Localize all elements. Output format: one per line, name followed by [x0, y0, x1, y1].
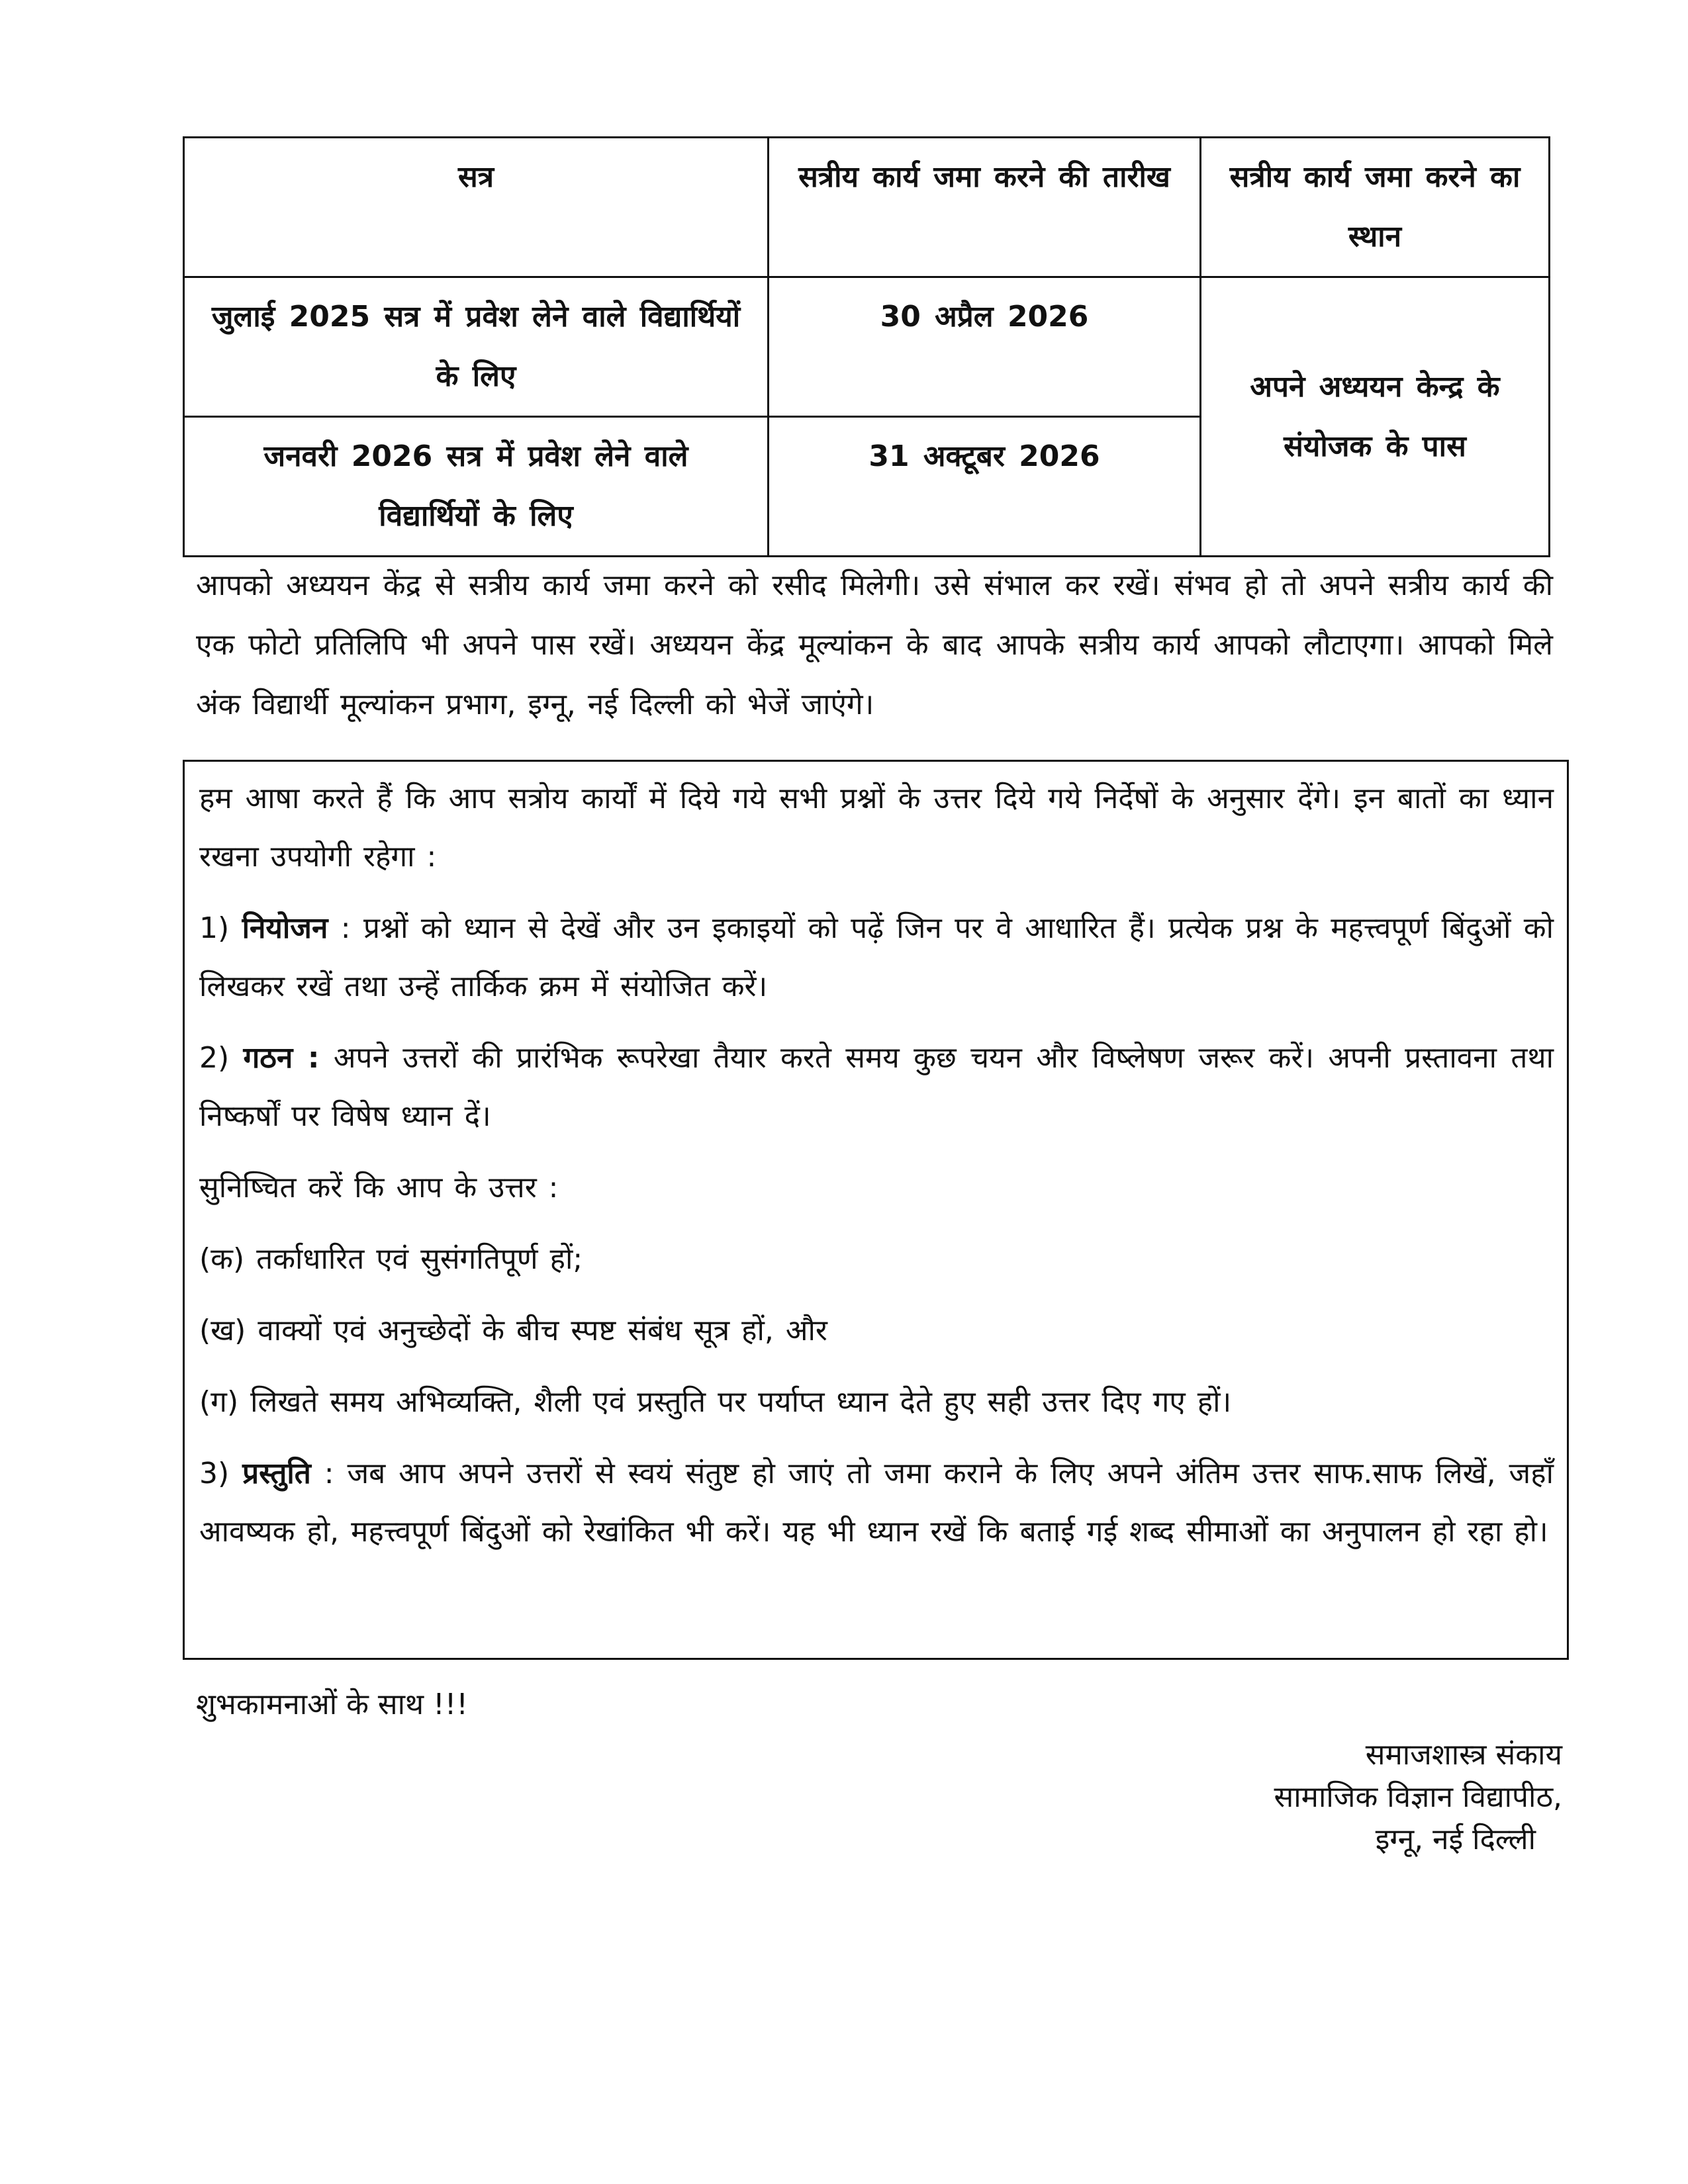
guidance-point-presentation	[199, 1445, 1554, 1561]
header-submission-date: सत्रीय कार्य जमा करने की तारीख	[769, 138, 1201, 277]
assignment-submission-table	[183, 136, 1550, 557]
ensure-intro: सुनिष्चित करें कि आप के उत्तर :	[199, 1171, 559, 1205]
point-number: 2)	[199, 1041, 230, 1075]
ensure-item: (क) तर्काधारित एवं सुसंगतिपूर्ण हों;	[199, 1242, 583, 1276]
guidance-point-structure	[199, 1029, 1554, 1146]
guidance-intro: हम आषा करते हैं कि आप सत्रोय कार्यों में दिये गये सभी प्रश्नों के उत्तर दिये गये निर्देषों के अनुसार देंगे। इन बातों का ध्यान रखना उपयोगी रहेगा :	[199, 782, 1554, 874]
point-text: : प्रश्नों को ध्यान से देखें और उन इकाइयों को पढ़ें जिन पर वे आधारित हैं। प्रत्येक प्रश्न के महत्त्वपूर्ण बिंदुओं को लिखकर रखें तथा उन्हें तार्किक क्रम में संयोजित करें।	[199, 911, 1554, 1003]
signature-school: सामाजिक विज्ञान विद्यापीठ,	[1274, 1780, 1562, 1814]
point-number: 3)	[199, 1457, 230, 1490]
point-title: गठन :	[243, 1041, 320, 1075]
closing-greeting: शुभकामनाओं के साथ !!!	[196, 1688, 469, 1721]
guidance-box	[183, 760, 1569, 1660]
guidance-point-planning	[199, 899, 1554, 1016]
signature-block	[1274, 1734, 1562, 1861]
row-session: जनवरी 2026 सत्र में प्रवेश लेने वाले विद्यार्थियों के लिए	[184, 417, 769, 557]
point-number: 1)	[199, 911, 230, 945]
receipt-paragraph: आपको अध्ययन केंद्र से सत्रीय कार्य जमा करने को रसीद मिलेगी। उसे संभाल कर रखें। संभव हो तो अपने सत्रीय कार्य की एक फोटो प्रतिलिपि भी अपने पास रखें। अध्ययन केंद्र मूल्यांकन के बाद आपके सत्रीय कार्य आपको लौटाएगा। आपको मिले अंक विद्यार्थी मूल्यांकन प्रभाग, इग्नू, नई दिल्ली को भेजें जाएंगे।	[196, 569, 1553, 721]
signature-institution: इग्नू, नई दिल्ली	[1375, 1823, 1536, 1856]
table-header-row	[184, 138, 1550, 277]
row-date: 31 अक्टूबर 2026	[769, 417, 1201, 557]
row-session: जुलाई 2025 सत्र में प्रवेश लेने वाले विद्यार्थियों के लिए	[184, 277, 769, 417]
table-row	[184, 277, 1550, 417]
point-text: अपने उत्तरों की प्रारंभिक रूपरेखा तैयार करते समय कुछ चयन और विष्लेषण जरूर करें। अपनी प्रस्तावना तथा निष्कर्षों पर विषेष ध्यान दें।	[199, 1041, 1554, 1133]
header-submission-place: सत्रीय कार्य जमा करने का स्थान	[1201, 138, 1550, 277]
ensure-item: (ग) लिखते समय अभिव्यक्ति, शैली एवं प्रस्तुति पर पर्याप्त ध्यान देते हुए सही उत्तर दिए गए हों।	[199, 1385, 1232, 1419]
row-date: 30 अप्रैल 2026	[769, 277, 1201, 417]
submission-location: अपने अध्ययन केन्द्र के संयोजक के पास	[1201, 277, 1550, 557]
header-session: सत्र	[184, 138, 769, 277]
point-text: : जब आप अपने उत्तरों से स्वयं संतुष्ट हो जाएं तो जमा कराने के लिए अपने अंतिम उत्तर साफ.साफ लिखें, जहाँ आवष्यक हो, महत्त्वपूर्ण बिंदुओं को रेखांकित भी करें। यह भी ध्यान रखें कि बताई गई शब्द सीमाओं का अनुपालन हो रहा हो।	[199, 1457, 1554, 1549]
point-title: प्रस्तुति	[242, 1457, 311, 1490]
ensure-item: (ख) वाक्यों एवं अनुच्छेदों के बीच स्पष्ट संबंध सूत्र हों, और	[199, 1314, 827, 1347]
signature-faculty: समाजशास्त्र संकाय	[1365, 1738, 1562, 1772]
point-title: नियोजन	[242, 911, 328, 945]
